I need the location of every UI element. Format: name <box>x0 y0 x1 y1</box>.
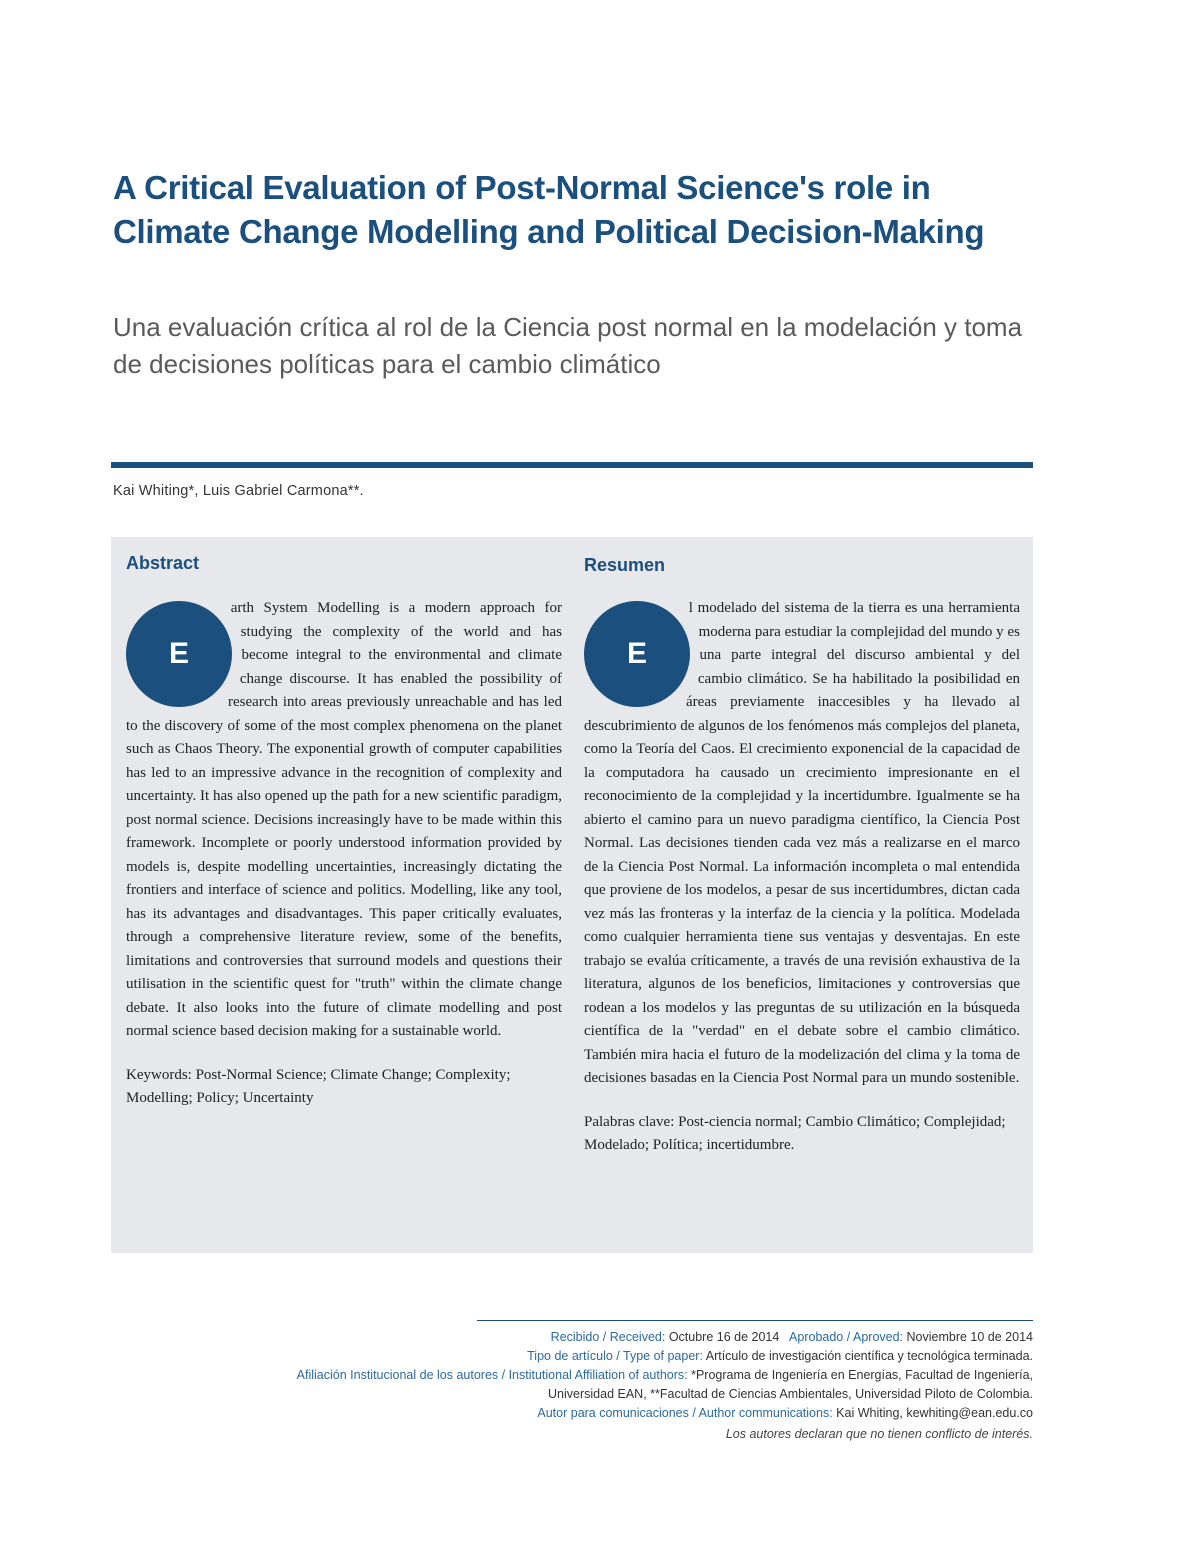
author-list: Kai Whiting*, Luis Gabriel Carmona**. <box>113 483 364 499</box>
received-value: Octubre 16 de 2014 <box>668 1330 780 1344</box>
resumen-text: l modelado del sistema de la tierra es una herramienta moderna para estudiar la complejidad del mundo y es una parte integral del discurso ambiental y del cambio climático. Se ha habilitado la posibilidad en áreas previamente inaccesibles y ha llevado al descubrimiento de algunos de los fenómenos más complejos del planeta, como la Teoría del Caos. El crecimiento exponencial de la capacidad de la computadora ha causado un crecimiento impresionante en el reconocimiento de la complejidad y la incertidumbre. Igualmente se ha abierto el camino para un nuevo paradigma científico, la Ciencia Post Normal. Las decisiones tienden cada vez más a realizarse en el marco de la Ciencia Post Normal. La información incompleta o mal entendida que proviene de los modelos, a pesar de sus incertidumbres, dictan cada vez más las fronteras y la interfaz de la ciencia y la política. Modelada como cualquier herramienta tiene sus ventajas y desventajas. En este trabajo se evalúa críticamente, a través de una revisión exhaustiva de la literatura, algunos de los beneficios, limitaciones y controversias que rodean a los modelos y las preguntas de su utilización en la búsqueda científica de la "verdad" en el debate sobre el cambio climático. También mira hacia el futuro de la modelización del clima y la toma de decisiones basadas en la Ciencia Post Normal para un mundo sostenible. <box>584 600 1020 1086</box>
affiliation-value-2: Universidad EAN, **Facultad de Ciencias Ambientales, Universidad Piloto de Colombia. <box>548 1387 1033 1401</box>
resumen-heading: Resumen <box>584 555 666 575</box>
approved-label: Aprobado / Aproved: <box>789 1330 904 1344</box>
conflict-statement: Los autores declaran que no tienen conflicto de interés. <box>725 1427 1033 1441</box>
contact-line <box>153 1404 1033 1423</box>
paper-subtitle-spanish: Una evaluación crítica al rol de la Ciencia post normal en la modelación y toma de decisiones políticas para el cambio climático <box>113 312 1023 379</box>
affiliation-line-2 <box>153 1385 1033 1404</box>
dates-line <box>153 1328 1033 1347</box>
title-divider <box>111 462 1033 468</box>
abstract-panel <box>111 537 1033 1253</box>
abstract-heading: Abstract <box>126 553 200 573</box>
footer-divider <box>477 1320 1033 1321</box>
affiliation-value-1: *Programa de Ingeniería en Energías, Facultad de Ingeniería, <box>691 1368 1033 1382</box>
paper-title: A Critical Evaluation of Post-Normal Science's role in Climate Change Modelling and Political Decision-Making <box>113 169 985 250</box>
contact-value[interactable]: Kai Whiting, kewhiting@ean.edu.co <box>836 1406 1033 1420</box>
received-label: Recibido / Received: <box>550 1330 666 1344</box>
approved-value: Noviembre 10 de 2014 <box>906 1330 1033 1344</box>
paper-type-value: Artículo de investigación científica y tecnológica terminada. <box>705 1349 1033 1363</box>
contact-label: Autor para comunicaciones / Author communications: <box>537 1406 833 1420</box>
affiliation-line <box>153 1366 1033 1385</box>
abstract-keywords: Keywords: Post-Normal Science; Climate Change; Complexity; Modelling; Policy; Uncertainty <box>126 1066 511 1106</box>
abstract-text: arth System Modelling is a modern approach for studying the complexity of the world and has become integral to the environmental and climate change discourse. It has enabled the possibility of research into areas previously unreachable and has led to the discovery of some of the most complex phenomena on the planet such as Chaos Theory. The exponential growth of computer capabilities has led to an impressive advance in the recognition of complexity and uncertainty. It has also opened up the path for a new scientific paradigm, post normal science. Decisions increasingly have to be made within this framework. Incomplete or poorly understood information provided by models is, despite modelling uncertainties, increasingly dictating the frontiers and interface of science and politics. Modelling, like any tool, has its advantages and disadvantages. This paper critically evaluates, through a comprehensive literature review, some of the benefits, limitations and controversies that surround models and questions their utilisation in the scientific quest for "truth" within the climate change debate. It also looks into the future of climate modelling and post normal science based decision making for a sustainable world. <box>126 600 562 1039</box>
paper-type-label: Tipo de artículo / Type of paper: <box>527 1349 703 1363</box>
abstract-drop-cap: E <box>126 601 232 707</box>
resumen-drop-cap: E <box>584 601 690 707</box>
article-metadata <box>153 1328 1033 1444</box>
resumen-keywords: Palabras clave: Post-ciencia normal; Cambio Climático; Complejidad; Modelado; Política; incertidumbre. <box>584 1113 1006 1153</box>
paper-type-line <box>153 1347 1033 1366</box>
affiliation-label: Afiliación Institucional de los autores / Institutional Affiliation of authors: <box>296 1368 688 1382</box>
